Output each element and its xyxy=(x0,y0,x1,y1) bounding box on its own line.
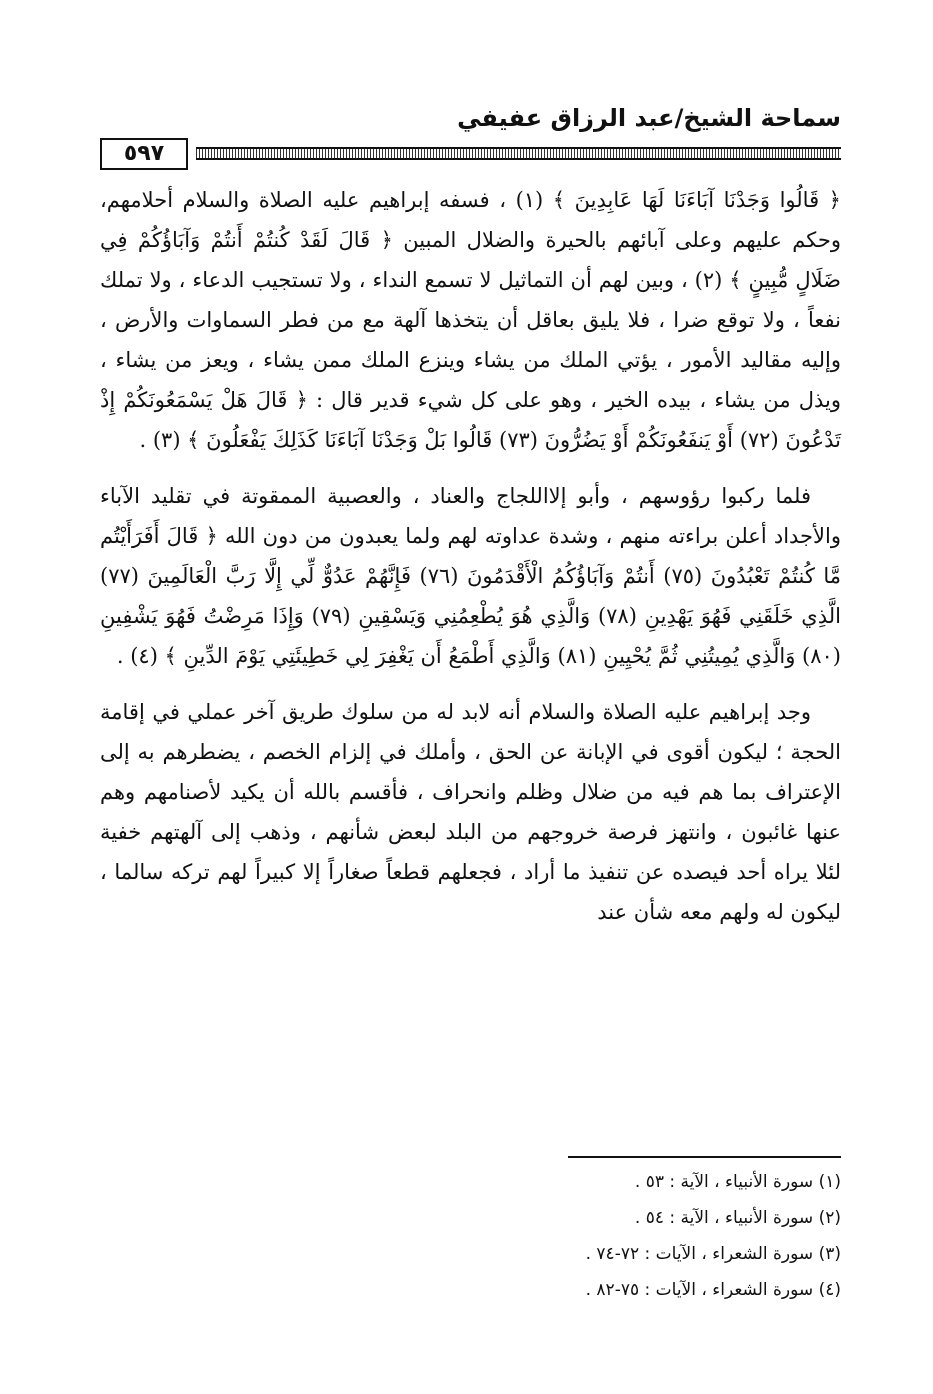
running-title: سماحة الشيخ/عبد الرزاق عفيفي xyxy=(457,104,841,132)
header-rule xyxy=(100,138,841,168)
footnote-1: (١) سورة الأنبياء ، الآية : ٥٣ . xyxy=(634,1172,841,1192)
paragraph-3: وجد إبراهيم عليه الصلاة والسلام أنه لابد له من سلوك طريق آخر عملي في إقامة الحجة ؛ ليكون أقوى في الإبانة عن الحق ، وأملك في إلزام الخصم ، يضطرهم به إلى الإعتراف بما هم فيه من ضلال وظلم وانحراف ، فأقسم بالله أن يكيد لأصنامهم وهم عنها غائبون ، وانتهز فرصة خروجهم من البلد لبعض شأنهم ، وذهب إلى آلهتهم خفية لئلا يراه أحد فيصده عن تنفيذ ما أراد ، فجعلهم قطعاً صغاراً إلا كبيراً لهم تركه سالما ، ليكون له ولهم معه شأن عند xyxy=(100,700,841,924)
page-number: ٥٩٧ xyxy=(100,138,188,170)
footnote-4: (٤) سورة الشعراء ، الآيات : ٧٥-٨٢ . xyxy=(585,1280,841,1300)
paragraph-1: ﴿ قَالُوا وَجَدْنَا آبَاءَنَا لَهَا عَابِدِينَ ﴾ (١) ، فسفه إبراهيم عليه الصلاة والسلام أحلامهم، وحكم عليهم وعلى آبائهم بالحيرة والضلال المبين ﴿ قَالَ لَقَدْ كُنتُمْ أَنتُمْ وَآبَاؤُكُمْ فِي ضَلَالٍ مُّبِينٍ ﴾ (٢) ، وبين لهم أن التماثيل لا تسمع النداء ، ولا تستجيب الدعاء ، ولا تملك نفعاً ، ولا توقع ضرا ، فلا يليق بعاقل أن يتخذها آلهة مع من فطر السماوات والأرض ، وإليه مقاليد الأمور ، يؤتي الملك من يشاء وينزع الملك ممن يشاء ، ويعز من يشاء ، ويذل من يشاء ، بيده الخير ، وهو على كل شيء قدير قال : ﴿ قَالَ هَلْ يَسْمَعُونَكُمْ إِذْ تَدْعُونَ (٧٢) أَوْ يَنفَعُونَكُمْ أَوْ يَضُرُّونَ (٧٣) قَالُوا بَلْ وَجَدْنَا آبَاءَنَا كَذَلِكَ يَفْعَلُونَ ﴾ (٣) . xyxy=(100,188,841,452)
footnotes xyxy=(100,1164,841,1308)
ornamental-rule xyxy=(196,147,841,160)
footnote-divider xyxy=(568,1156,841,1158)
paragraph-2: فلما ركبوا رؤوسهم ، وأبو إلااللجاج والعناد ، والعصبية الممقوتة في تقليد الآباء والأجداد أعلن براءته منهم ، وشدة عداوته لهم ولما يعبدون من دون الله ﴿ قَالَ أَفَرَأَيْتُم مَّا كُنتُمْ تَعْبُدُونَ (٧٥) أَنتُمْ وَآبَاؤُكُمُ الْأَقْدَمُونَ (٧٦) فَإِنَّهُمْ عَدُوٌّ لِّي إِلَّا رَبَّ الْعَالَمِينَ (٧٧) الَّذِي خَلَقَنِي فَهُوَ يَهْدِينِ (٧٨) وَالَّذِي هُوَ يُطْعِمُنِي وَيَسْقِينِ (٧٩) وَإِذَا مَرِضْتُ فَهُوَ يَشْفِينِ (٨٠) وَالَّذِي يُمِيتُنِي ثُمَّ يُحْيِينِ (٨١) وَالَّذِي أَطْمَعُ أَن يَغْفِرَ لِي خَطِيئَتِي يَوْمَ الدِّينِ ﴾ (٤) . xyxy=(100,484,841,668)
footnote-2: (٢) سورة الأنبياء ، الآية : ٥٤ . xyxy=(634,1208,841,1228)
main-text xyxy=(100,180,841,948)
footnote-3: (٣) سورة الشعراء ، الآيات : ٧٢-٧٤ . xyxy=(585,1244,841,1264)
